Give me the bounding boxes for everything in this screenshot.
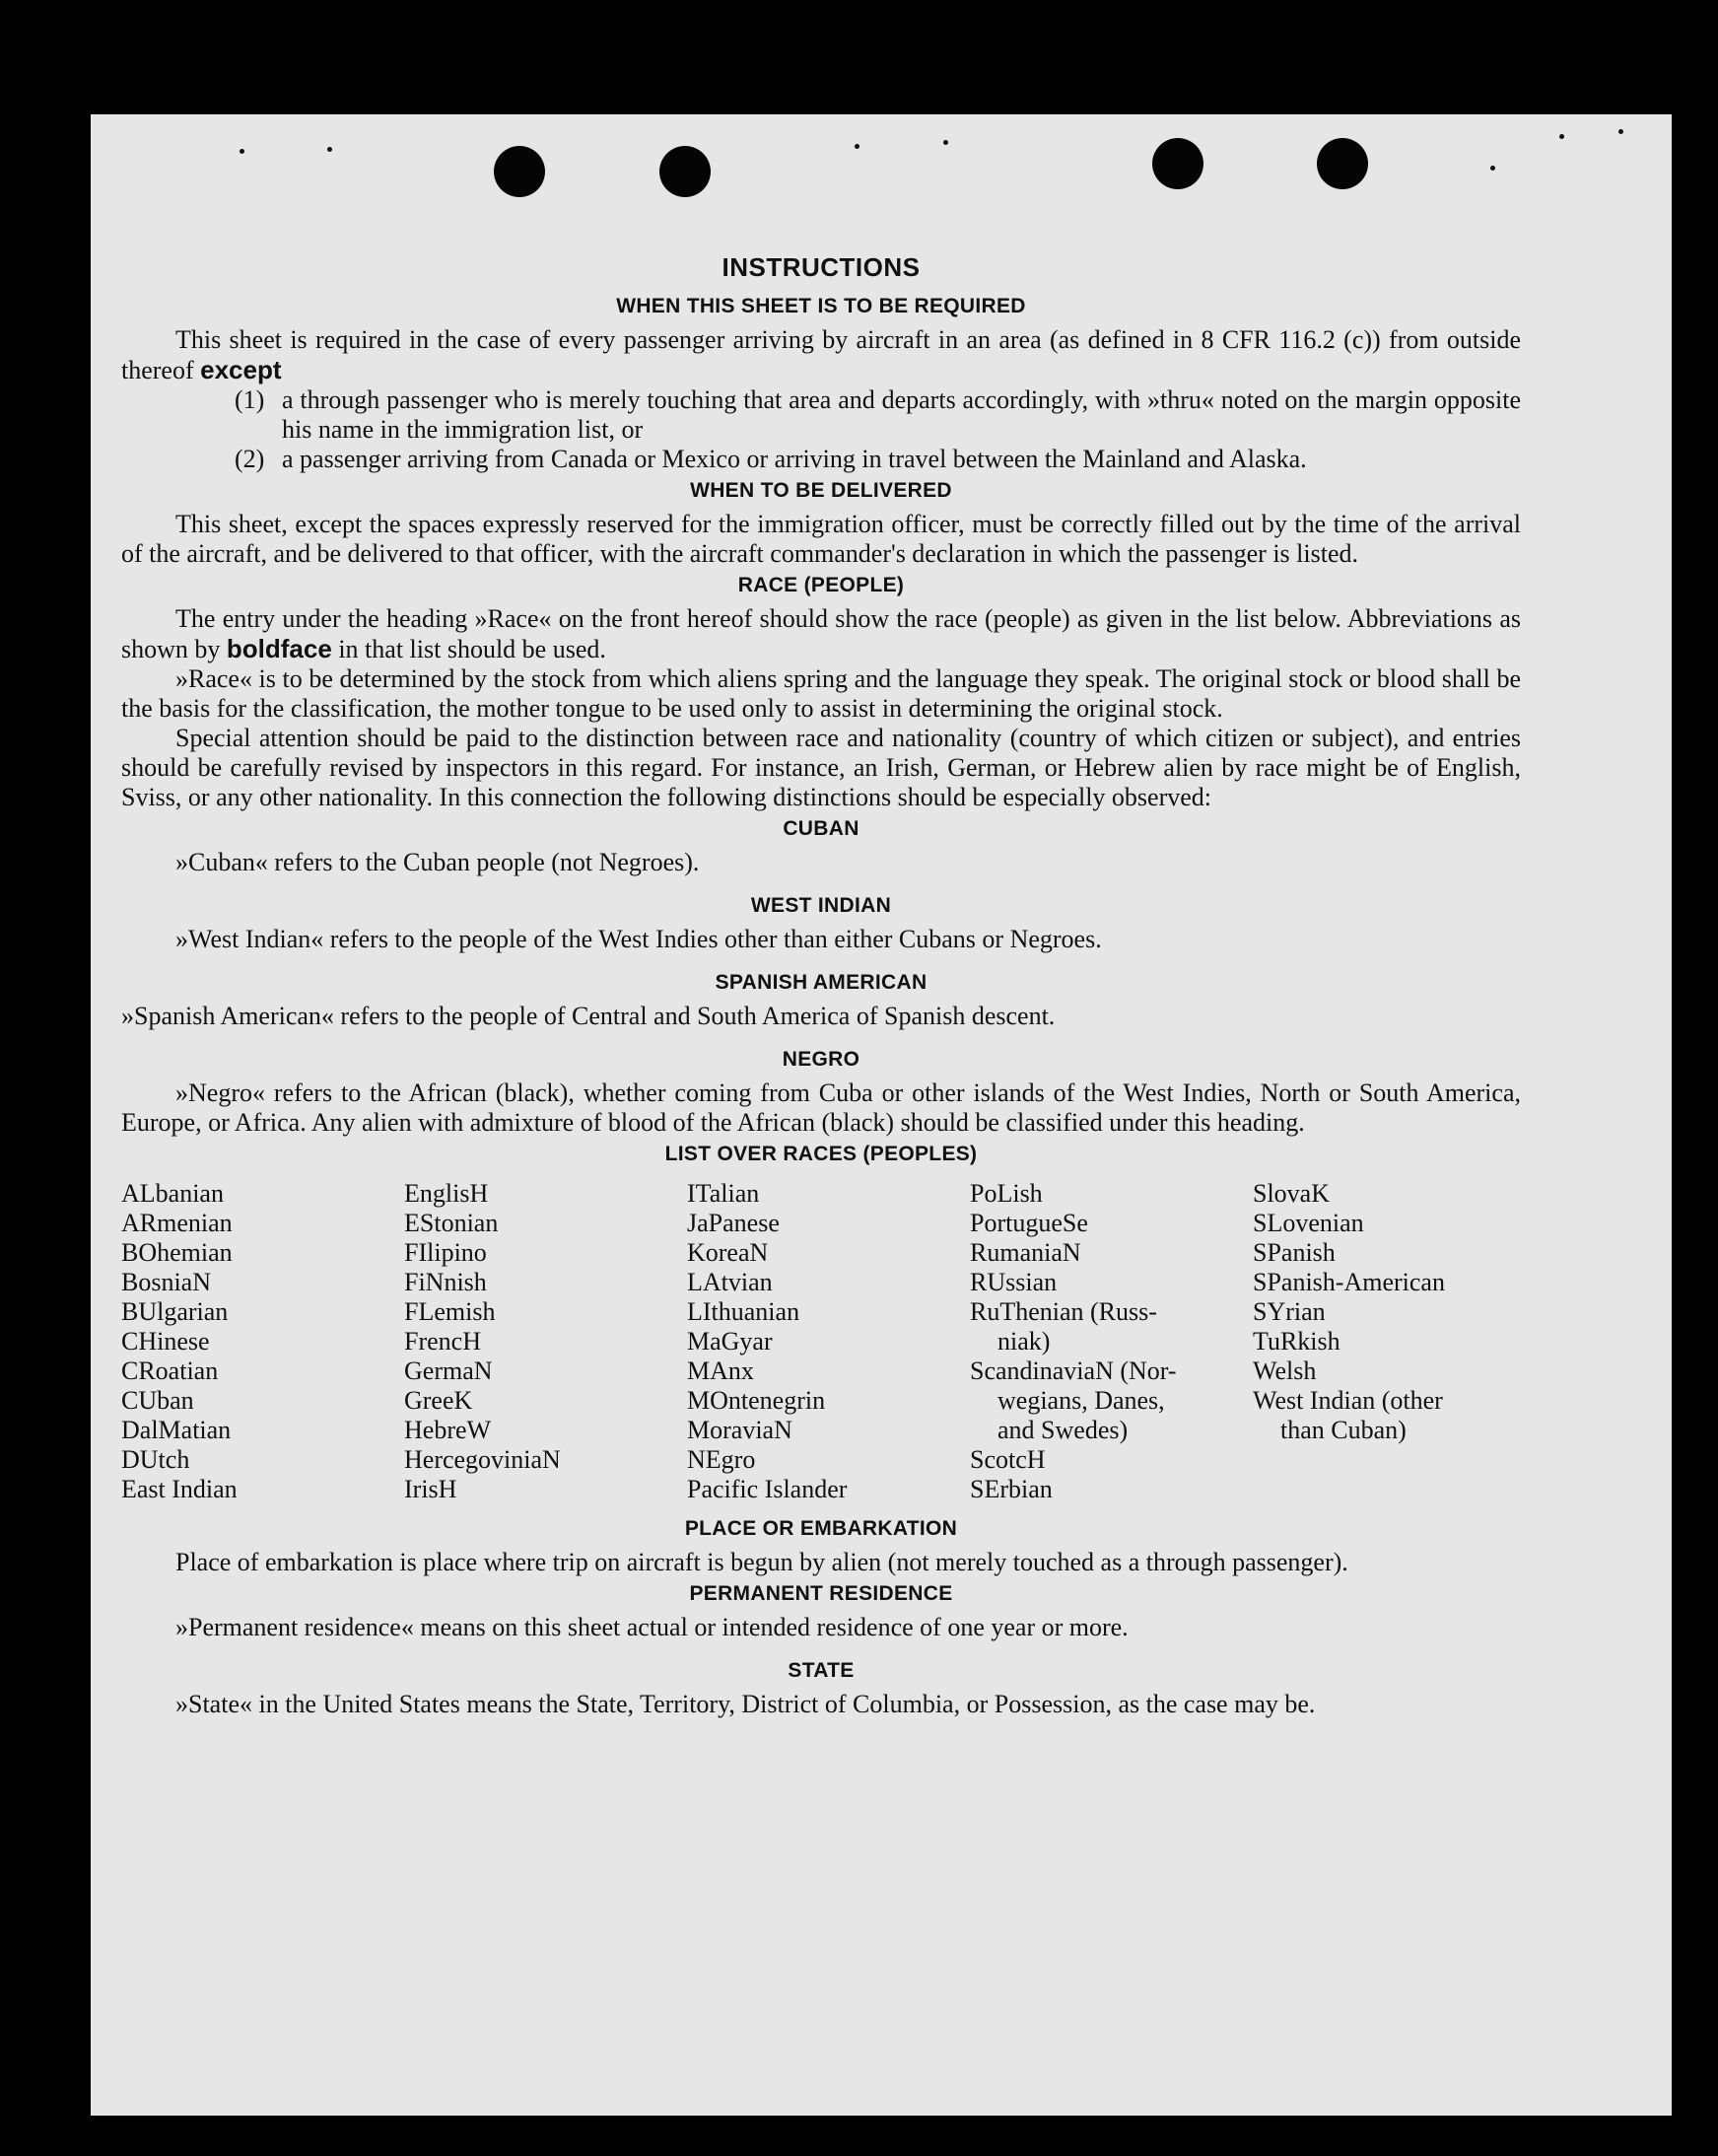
race-entry: FLemish xyxy=(404,1297,496,1326)
punch-hole xyxy=(1152,138,1203,189)
race-entry: PoLish xyxy=(970,1179,1043,1208)
race-entry: KoreaN xyxy=(687,1238,769,1267)
race-entry: PortugueSe xyxy=(970,1209,1088,1237)
race-entry: NEgro xyxy=(687,1445,756,1474)
document-sheet xyxy=(91,114,1672,2116)
dust-speck xyxy=(240,149,244,154)
race-entry: East Indian xyxy=(121,1475,238,1503)
section-heading-when-required: WHEN THIS SHEET IS TO BE REQUIRED xyxy=(616,295,1026,317)
section-heading-residence: PERMANENT RESIDENCE xyxy=(689,1582,953,1605)
section-heading-west-indian: WEST INDIAN xyxy=(750,894,892,917)
race-entry: and Swedes) xyxy=(997,1416,1129,1444)
race-entry: HercegoviniaN xyxy=(404,1445,561,1474)
race-entry: FIlipino xyxy=(404,1238,487,1267)
page-title: INSTRUCTIONS xyxy=(722,252,921,282)
race-entry: DalMatian xyxy=(121,1416,232,1444)
item-number: (2) xyxy=(235,445,265,473)
race-entry: CRoatian xyxy=(121,1356,219,1385)
race-entry: niak) xyxy=(997,1327,1051,1356)
race-entry: SLovenian xyxy=(1253,1209,1364,1237)
race-paragraph-1: The entry under the heading »Race« on the front hereof should show the race (people) as given in the list below. Abbreviations as shown by boldface in that list should be used. xyxy=(121,604,1521,663)
race-entry: BOhemian xyxy=(121,1238,233,1267)
list-item xyxy=(235,385,1521,445)
race-entry: Pacific Islander xyxy=(687,1475,848,1503)
race-entry: SErbian xyxy=(970,1475,1053,1503)
race-entry: ARmenian xyxy=(121,1209,233,1237)
race-entry: EnglisH xyxy=(404,1179,489,1208)
race-entry: TuRkish xyxy=(1253,1327,1340,1356)
race-entry: IrisH xyxy=(404,1475,457,1503)
race-paragraph-2: »Race« is to be determined by the stock from which aliens spring and the language they speak. The original stock or blood shall be the basis for the classification, the mother tongue to be used only to assist in determining the original stock. xyxy=(121,664,1521,723)
race-entry: Welsh xyxy=(1253,1356,1317,1385)
section-heading-when-delivered: WHEN TO BE DELIVERED xyxy=(690,479,952,502)
race-column xyxy=(404,1179,687,1504)
race-entry: ScotcH xyxy=(970,1445,1046,1474)
race-entry: GermaN xyxy=(404,1356,493,1385)
race-entry: RumaniaN xyxy=(970,1238,1081,1267)
except-word: except xyxy=(200,355,282,384)
dust-speck xyxy=(855,144,859,149)
punch-hole xyxy=(1317,138,1368,189)
section-heading-race: RACE (PEOPLE) xyxy=(737,574,905,596)
when-delivered-text: This sheet, except the spaces expressly reserved for the immigration officer, must be correctly filled out by the time of the arrival of the aircraft, and be delivered to that officer, with the aircraft commander's declaration in which the passenger is listed. xyxy=(121,510,1521,568)
section-heading-embarkation: PLACE OR EMBARKATION xyxy=(684,1517,958,1540)
item-text: a through passenger who is merely touching that area and departs accordingly, with »thru« noted on the margin opposite his name in the immigration list, or xyxy=(282,385,1521,444)
race-entry: wegians, Danes, xyxy=(997,1386,1165,1415)
race-entry: SPanish-American xyxy=(1253,1268,1445,1296)
item-number: (1) xyxy=(235,385,265,414)
race-entry: GreeK xyxy=(404,1386,473,1415)
race-entry: West Indian (other xyxy=(1253,1386,1443,1415)
race-entry: MOntenegrin xyxy=(687,1386,826,1415)
race-entry: ITalian xyxy=(687,1179,760,1208)
instructions-content xyxy=(121,252,1521,1719)
race-entry: SPanish xyxy=(1253,1238,1336,1267)
race-list-grid xyxy=(121,1179,1521,1504)
dust-speck xyxy=(1490,166,1495,171)
west-indian-text: »West Indian« refers to the people of the West Indies other than either Cubans or Negroes. xyxy=(175,925,1102,953)
race-entry: LIthuanian xyxy=(687,1297,800,1326)
punch-hole xyxy=(494,146,545,197)
dust-speck xyxy=(1618,129,1623,134)
race-entry: MoraviaN xyxy=(687,1416,792,1444)
dust-speck xyxy=(1559,134,1564,139)
state-text: »State« in the United States means the State, Territory, District of Columbia, or Possession, as the case may be. xyxy=(175,1690,1316,1718)
race-entry: RUssian xyxy=(970,1268,1058,1296)
negro-text: »Negro« refers to the African (black), whether coming from Cuba or other islands of the West Indies, North or South America, Europe, or Africa. Any alien with admixture of blood of the African (black) should be classified under this heading. xyxy=(121,1078,1521,1137)
embarkation-text: Place of embarkation is place where trip on aircraft is begun by alien (not merely touched as a through passenger). xyxy=(175,1548,1348,1576)
spanish-american-text: »Spanish American« refers to the people of Central and South America of Spanish descent. xyxy=(121,1002,1056,1030)
race-entry: ScandinaviaN (Nor- xyxy=(970,1356,1177,1385)
race-entry: EStonian xyxy=(404,1209,499,1237)
section-heading-state: STATE xyxy=(788,1659,855,1682)
race-entry: HebreW xyxy=(404,1416,492,1444)
race-entry: ALbanian xyxy=(121,1179,224,1208)
dust-speck xyxy=(327,147,332,152)
section-heading-race-list: LIST OVER RACES (PEOPLES) xyxy=(664,1143,978,1165)
race-entry: CHinese xyxy=(121,1327,210,1356)
race-entry: FrencH xyxy=(404,1327,481,1356)
race-entry: FiNnish xyxy=(404,1268,487,1296)
race-column xyxy=(121,1179,404,1504)
boldface-word: boldface xyxy=(226,634,332,663)
item-text: a passenger arriving from Canada or Mexico or arriving in travel between the Mainland and Alaska. xyxy=(282,445,1307,473)
section-heading-cuban: CUBAN xyxy=(783,817,859,840)
race-column xyxy=(1253,1179,1521,1504)
race-entry: JaPanese xyxy=(687,1209,780,1237)
race-paragraph-3: Special attention should be paid to the distinction between race and nationality (country of which citizen or subject), and entries should be carefully revised by inspectors in this regard. For instance, an Irish, German, or Hebrew alien by race might be of English, Sviss, or any other nationality. In this connection the following distinctions should be especially observed: xyxy=(121,724,1521,811)
race-entry: BosniaN xyxy=(121,1268,211,1296)
race-entry: SYrian xyxy=(1253,1297,1326,1326)
section-heading-spanish-american: SPANISH AMERICAN xyxy=(715,971,928,994)
race-entry: MaGyar xyxy=(687,1327,773,1356)
race-entry: RuThenian (Russ- xyxy=(970,1297,1157,1326)
race-column xyxy=(687,1179,970,1504)
race-entry: CUban xyxy=(121,1386,194,1415)
race-entry: DUtch xyxy=(121,1445,190,1474)
residence-text: »Permanent residence« means on this sheet actual or intended residence of one year or more. xyxy=(175,1613,1129,1641)
punch-hole xyxy=(659,146,711,197)
list-item xyxy=(235,445,1521,474)
section-heading-negro: NEGRO xyxy=(782,1048,860,1071)
race-column xyxy=(970,1179,1253,1504)
when-required-text: This sheet is required in the case of every passenger arriving by aircraft in an area (as defined in 8 CFR 116.2 (c)) from outside thereof except xyxy=(121,325,1521,384)
race-entry: SlovaK xyxy=(1253,1179,1330,1208)
race-entry: BUlgarian xyxy=(121,1297,229,1326)
dust-speck xyxy=(943,140,948,145)
race-entry: LAtvian xyxy=(687,1268,773,1296)
race-entry: MAnx xyxy=(687,1356,754,1385)
cuban-text: »Cuban« refers to the Cuban people (not Negroes). xyxy=(175,848,700,876)
race-entry: than Cuban) xyxy=(1280,1416,1407,1444)
